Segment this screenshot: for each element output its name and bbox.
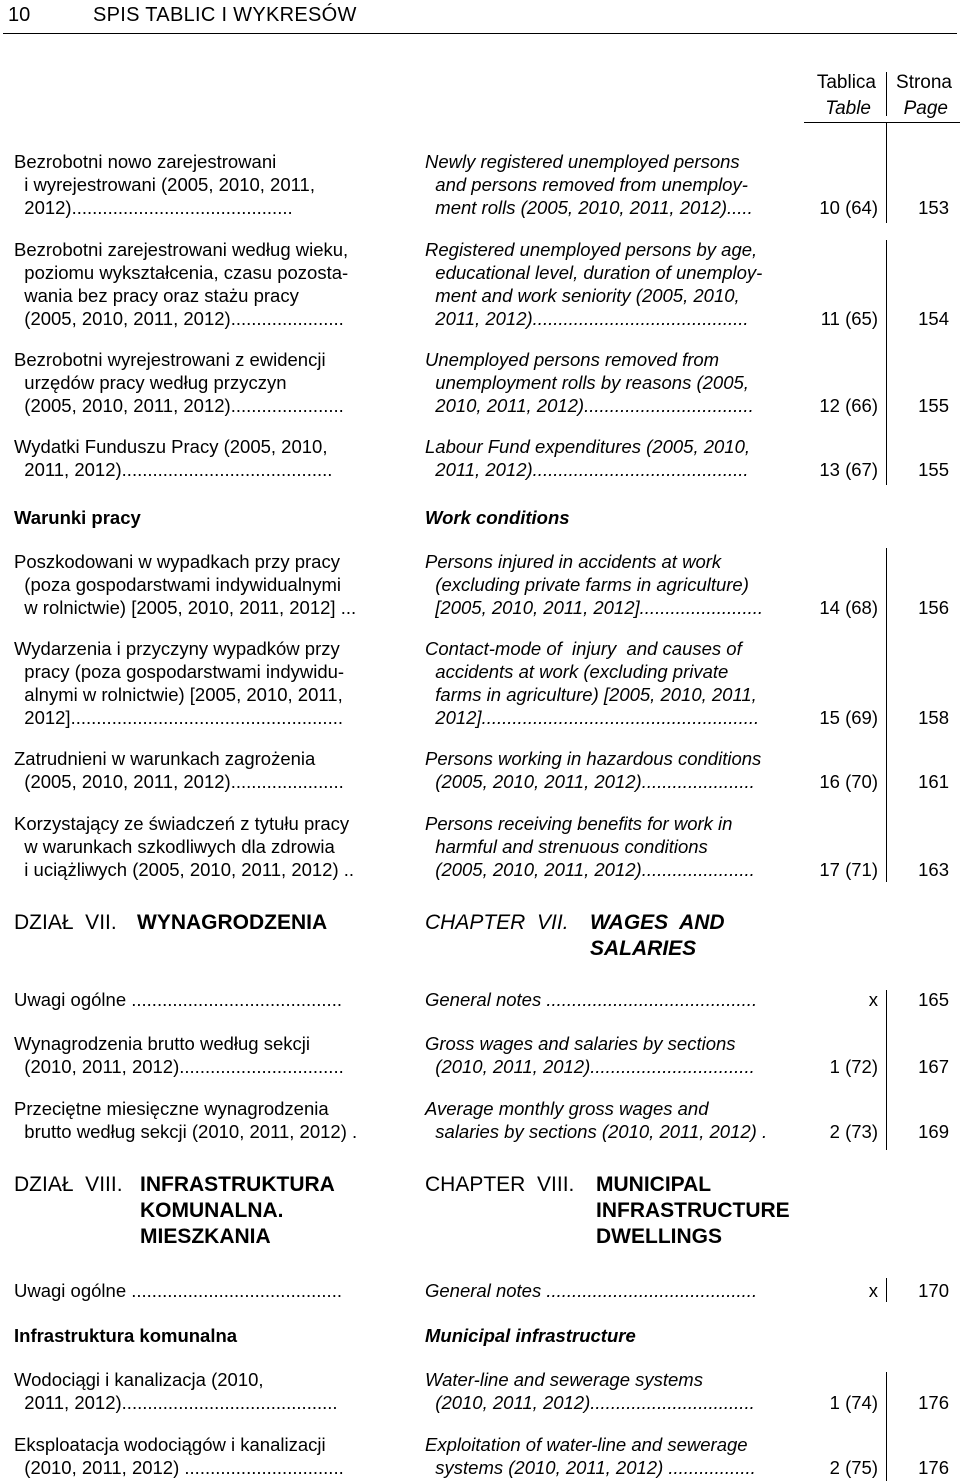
entry-title-pl: Bezrobotni zarejestrowani według wieku, poziomu wykształcenia, czasu pozosta- wania bez pracy oraz stażu pracy (2005, 2010, 2011, 2012)...................... bbox=[14, 239, 349, 329]
column-divider bbox=[886, 72, 887, 116]
page-ref: 170 bbox=[918, 1280, 949, 1301]
entry-title-en: Registered unemployed persons by age, educational level, duration of unemploy- ment and work seniority (2005, 2010, 2011, 2012).......................................... bbox=[425, 239, 763, 329]
column-header-page-pl: Strona bbox=[896, 72, 952, 93]
entry-title-en: Contact-mode of injury and causes of accidents at work (excluding private farms in agriculture) [2005, 2010, 2011, 2012]...................................................... bbox=[425, 638, 760, 728]
page-ref: 153 bbox=[918, 197, 949, 218]
entry-title-pl: Bezrobotni nowo zarejestrowani i wyrejestrowani (2005, 2010, 2011, 2012)........................................... bbox=[14, 151, 315, 218]
chapter-prefix-en: CHAPTER VIII. bbox=[425, 1173, 575, 1196]
table-number: 15 (69) bbox=[819, 707, 878, 728]
table-number: 2 (75) bbox=[829, 1457, 878, 1478]
entry-title-en: Persons receiving benefits for work in harmful and strenuous conditions (2005, 2010, 2011, 2012)...................... bbox=[425, 813, 755, 880]
entry-title-en: General notes ......................................... bbox=[425, 1280, 758, 1301]
column-header-table-en: Table bbox=[825, 98, 871, 119]
table-number: 1 (72) bbox=[829, 1056, 878, 1077]
table-number: 11 (65) bbox=[820, 308, 878, 329]
section-heading-pl: Infrastruktura komunalna bbox=[14, 1325, 238, 1346]
column-header-rule bbox=[804, 122, 960, 123]
chapter-prefix-pl: DZIAŁ VII. bbox=[14, 911, 117, 934]
entry-title-pl: Wynagrodzenia brutto według sekcji (2010, 2011, 2012)................................ bbox=[14, 1033, 344, 1077]
page-ref: 176 bbox=[918, 1392, 949, 1413]
entry-title-pl: Wydarzenia i przyczyny wypadków przy pracy (poza gospodarstwami indywidu- alnymi w rolnictwie) [2005, 2010, 2011, 2012]..................................................... bbox=[14, 638, 345, 728]
column-divider bbox=[886, 240, 887, 485]
page-ref: 155 bbox=[918, 459, 949, 480]
column-divider bbox=[886, 1278, 887, 1302]
chapter-title-en: WAGES AND SALARIES bbox=[590, 911, 725, 960]
section-heading-pl: Warunki pracy bbox=[14, 507, 141, 528]
column-header-page-en: Page bbox=[903, 98, 948, 119]
page-ref: 154 bbox=[918, 308, 949, 329]
page-ref: 158 bbox=[918, 707, 949, 728]
entry-title-en: General notes ......................................... bbox=[425, 989, 758, 1010]
page-number: 10 bbox=[8, 4, 31, 26]
table-number: 2 (73) bbox=[829, 1121, 878, 1142]
chapter-prefix-en: CHAPTER VII. bbox=[425, 911, 569, 934]
entry-title-en: Persons working in hazardous conditions (2005, 2010, 2011, 2012)...................... bbox=[425, 748, 762, 792]
header-rule bbox=[3, 33, 957, 34]
chapter-title-en: MUNICIPAL INFRASTRUCTURE DWELLINGS bbox=[596, 1173, 790, 1248]
column-divider bbox=[886, 548, 887, 882]
entry-title-en: Gross wages and salaries by sections (2010, 2011, 2012)................................ bbox=[425, 1033, 755, 1077]
entry-title-pl: Bezrobotni wyrejestrowani z ewidencji urzędów pracy według przyczyn (2005, 2010, 2011, 2012)...................... bbox=[14, 349, 344, 416]
table-number: 16 (70) bbox=[819, 771, 878, 792]
entry-title-en: Exploitation of water-line and sewerage systems (2010, 2011, 2012) ................. bbox=[425, 1434, 756, 1478]
column-divider bbox=[886, 990, 887, 1150]
entry-title-en: Unemployed persons removed from unemployment rolls by reasons (2005, 2010, 2011, 2012)................................. bbox=[425, 349, 754, 416]
entry-title-pl: Wydatki Funduszu Pracy (2005, 2010, 2011, 2012)......................................... bbox=[14, 436, 333, 480]
page-title: SPIS TABLIC I WYKRESÓW bbox=[93, 4, 357, 26]
table-number: 13 (67) bbox=[819, 459, 878, 480]
chapter-title-pl: INFRASTRUKTURA KOMUNALNA. MIESZKANIA bbox=[140, 1173, 335, 1248]
page-ref: 165 bbox=[918, 989, 949, 1010]
page-ref: 155 bbox=[918, 395, 949, 416]
entry-title-en: Average monthly gross wages and salaries by sections (2010, 2011, 2012) . bbox=[425, 1098, 768, 1142]
entry-title-pl: Poszkodowani w wypadkach przy pracy (poza gospodarstwami indywidualnymi w rolnictwie) [2005, 2010, 2011, 2012] ... bbox=[14, 551, 357, 618]
table-number: x bbox=[868, 1280, 878, 1301]
page-ref: 163 bbox=[918, 859, 949, 880]
page-ref: 176 bbox=[918, 1457, 949, 1478]
column-header-table-pl: Tablica bbox=[816, 72, 876, 93]
entry-title-en: Labour Fund expenditures (2005, 2010, 2011, 2012).......................................... bbox=[425, 436, 751, 480]
section-heading-en: Municipal infrastructure bbox=[425, 1325, 636, 1346]
entry-title-en: Water-line and sewerage systems (2010, 2011, 2012)................................ bbox=[425, 1369, 755, 1413]
entry-title-en: Persons injured in accidents at work (excluding private farms in agriculture) [2005, 2010, 2011, 2012]........................ bbox=[425, 551, 764, 618]
entry-title-pl: Wodociągi i kanalizacja (2010, 2011, 2012).......................................... bbox=[14, 1369, 338, 1413]
page-header bbox=[0, 0, 960, 34]
table-number: x bbox=[868, 989, 878, 1010]
column-divider bbox=[886, 1372, 887, 1481]
chapter-prefix-pl: DZIAŁ VIII. bbox=[14, 1173, 123, 1196]
entry-title-en: Newly registered unemployed persons and persons removed from unemploy- ment rolls (2005, 2010, 2011, 2012)..... bbox=[425, 151, 753, 218]
entry-title-pl: Uwagi ogólne ......................................... bbox=[14, 989, 342, 1010]
section-heading-en: Work conditions bbox=[425, 507, 570, 528]
entry-title-pl: Zatrudnieni w warunkach zagrożenia (2005, 2010, 2011, 2012)...................... bbox=[14, 748, 344, 792]
page-ref: 161 bbox=[918, 771, 949, 792]
page-ref: 167 bbox=[918, 1056, 949, 1077]
page-ref: 156 bbox=[918, 597, 949, 618]
page-ref: 169 bbox=[918, 1121, 949, 1142]
table-number: 12 (66) bbox=[819, 395, 878, 416]
chapter-title-pl: WYNAGRODZENIA bbox=[137, 911, 328, 934]
table-number: 10 (64) bbox=[819, 197, 878, 218]
entry-title-pl: Przeciętne miesięczne wynagrodzenia brutto według sekcji (2010, 2011, 2012) . bbox=[14, 1098, 358, 1142]
entry-title-pl: Uwagi ogólne ......................................... bbox=[14, 1280, 342, 1301]
table-number: 1 (74) bbox=[829, 1392, 878, 1413]
table-number: 17 (71) bbox=[819, 859, 878, 880]
entry-title-pl: Korzystający ze świadczeń z tytułu pracy w warunkach szkodliwych dla zdrowia i uciążliwych (2005, 2010, 2011, 2012) .. bbox=[14, 813, 355, 880]
entry-title-pl: Eksploatacja wodociągów i kanalizacji (2010, 2011, 2012) ............................... bbox=[14, 1434, 344, 1478]
column-divider bbox=[886, 123, 887, 223]
table-number: 14 (68) bbox=[819, 597, 878, 618]
